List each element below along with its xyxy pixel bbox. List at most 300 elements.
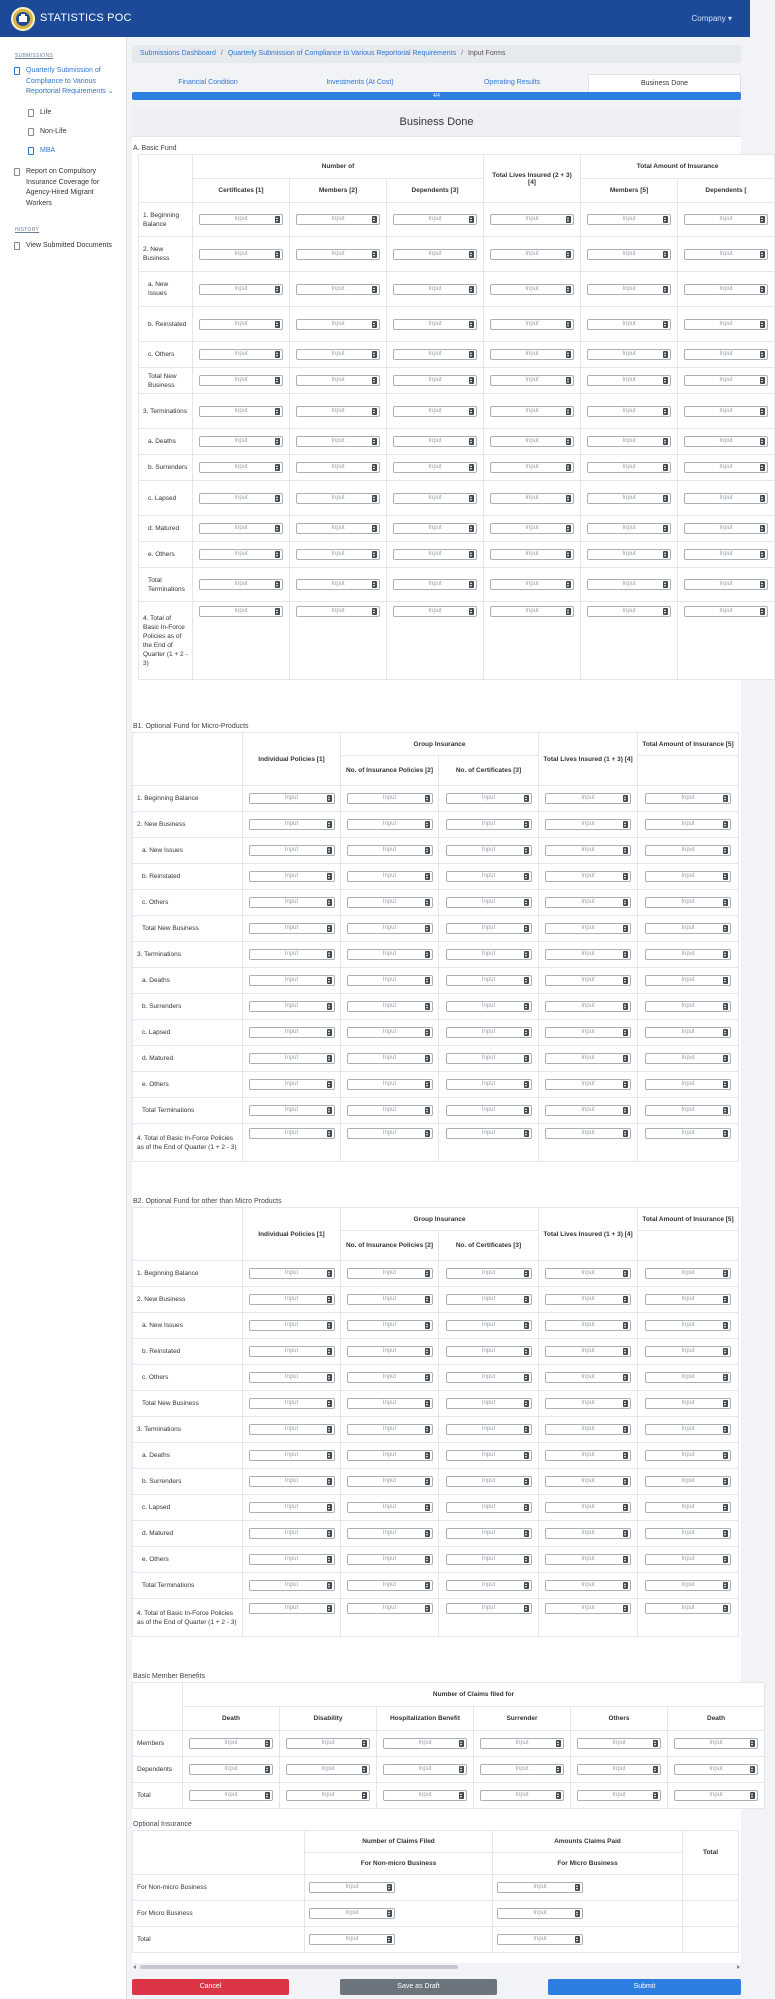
spinner-icon[interactable]: [275, 608, 280, 615]
spinner-icon[interactable]: [653, 1792, 658, 1799]
number-input[interactable]: [545, 793, 631, 804]
spinner-icon[interactable]: [623, 1081, 628, 1088]
number-input[interactable]: [393, 549, 477, 560]
spinner-icon[interactable]: [275, 321, 280, 328]
spinner-icon[interactable]: [372, 551, 377, 558]
spinner-icon[interactable]: [387, 1884, 392, 1891]
number-input[interactable]: [249, 1476, 335, 1487]
spinner-icon[interactable]: [723, 1107, 728, 1114]
spinner-icon[interactable]: [524, 795, 529, 802]
number-input[interactable]: [587, 549, 671, 560]
number-input[interactable]: [296, 523, 380, 534]
number-input[interactable]: [480, 1790, 564, 1801]
number-input[interactable]: [545, 1580, 631, 1591]
number-input[interactable]: [249, 1554, 335, 1565]
spinner-icon[interactable]: [723, 847, 728, 854]
number-input[interactable]: [347, 923, 433, 934]
number-input[interactable]: [490, 349, 574, 360]
spinner-icon[interactable]: [575, 1910, 580, 1917]
spinner-icon[interactable]: [524, 873, 529, 880]
number-input[interactable]: [545, 1001, 631, 1012]
number-input[interactable]: [645, 1027, 731, 1038]
number-input[interactable]: [347, 1053, 433, 1064]
number-input[interactable]: [199, 349, 283, 360]
number-input[interactable]: [446, 923, 532, 934]
spinner-icon[interactable]: [524, 1029, 529, 1036]
spinner-icon[interactable]: [425, 1130, 430, 1137]
number-input[interactable]: [674, 1790, 758, 1801]
number-input[interactable]: [587, 493, 671, 504]
number-input[interactable]: [684, 549, 768, 560]
number-input[interactable]: [490, 436, 574, 447]
number-input[interactable]: [189, 1738, 273, 1749]
number-input[interactable]: [199, 493, 283, 504]
spinner-icon[interactable]: [760, 408, 765, 415]
number-input[interactable]: [249, 1450, 335, 1461]
spinner-icon[interactable]: [524, 1374, 529, 1381]
number-input[interactable]: [545, 1053, 631, 1064]
number-input[interactable]: [296, 579, 380, 590]
spinner-icon[interactable]: [469, 581, 474, 588]
spinner-icon[interactable]: [372, 216, 377, 223]
spinner-icon[interactable]: [425, 1530, 430, 1537]
spinner-icon[interactable]: [327, 1504, 332, 1511]
spinner-icon[interactable]: [524, 1556, 529, 1563]
number-input[interactable]: [199, 249, 283, 260]
number-input[interactable]: [446, 845, 532, 856]
number-input[interactable]: [347, 845, 433, 856]
cancel-button[interactable]: Cancel: [132, 1979, 289, 1995]
number-input[interactable]: [684, 523, 768, 534]
number-input[interactable]: [249, 871, 335, 882]
number-input[interactable]: [545, 1320, 631, 1331]
spinner-icon[interactable]: [372, 495, 377, 502]
number-input[interactable]: [645, 1424, 731, 1435]
spinner-icon[interactable]: [524, 1478, 529, 1485]
number-input[interactable]: [199, 579, 283, 590]
spinner-icon[interactable]: [425, 977, 430, 984]
spinner-icon[interactable]: [327, 1003, 332, 1010]
spinner-icon[interactable]: [372, 525, 377, 532]
number-input[interactable]: [684, 493, 768, 504]
spinner-icon[interactable]: [425, 1348, 430, 1355]
spinner-icon[interactable]: [425, 1322, 430, 1329]
logo-icon[interactable]: [11, 7, 35, 31]
spinner-icon[interactable]: [760, 286, 765, 293]
spinner-icon[interactable]: [372, 464, 377, 471]
spinner-icon[interactable]: [575, 1936, 580, 1943]
number-input[interactable]: [645, 1580, 731, 1591]
number-input[interactable]: [545, 1603, 631, 1614]
spinner-icon[interactable]: [623, 899, 628, 906]
number-input[interactable]: [347, 1320, 433, 1331]
number-input[interactable]: [296, 284, 380, 295]
number-input[interactable]: [249, 819, 335, 830]
number-input[interactable]: [296, 493, 380, 504]
spinner-icon[interactable]: [566, 551, 571, 558]
number-input[interactable]: [587, 284, 671, 295]
spinner-icon[interactable]: [723, 1452, 728, 1459]
spinner-icon[interactable]: [425, 1270, 430, 1277]
spinner-icon[interactable]: [327, 977, 332, 984]
number-input[interactable]: [347, 1372, 433, 1383]
number-input[interactable]: [347, 1603, 433, 1614]
spinner-icon[interactable]: [623, 795, 628, 802]
number-input[interactable]: [684, 319, 768, 330]
number-input[interactable]: [577, 1790, 661, 1801]
spinner-icon[interactable]: [524, 1530, 529, 1537]
number-input[interactable]: [490, 523, 574, 534]
tab-financial-condition[interactable]: Financial Condition: [178, 79, 238, 86]
number-input[interactable]: [490, 606, 574, 617]
spinner-icon[interactable]: [623, 1348, 628, 1355]
number-input[interactable]: [446, 1053, 532, 1064]
number-input[interactable]: [199, 406, 283, 417]
spinner-icon[interactable]: [459, 1740, 464, 1747]
spinner-icon[interactable]: [327, 1478, 332, 1485]
spinner-icon[interactable]: [275, 286, 280, 293]
spinner-icon[interactable]: [469, 408, 474, 415]
number-input[interactable]: [296, 436, 380, 447]
number-input[interactable]: [446, 1346, 532, 1357]
spinner-icon[interactable]: [723, 1426, 728, 1433]
spinner-icon[interactable]: [663, 408, 668, 415]
spinner-icon[interactable]: [723, 1582, 728, 1589]
spinner-icon[interactable]: [623, 1478, 628, 1485]
number-input[interactable]: [645, 1476, 731, 1487]
spinner-icon[interactable]: [469, 216, 474, 223]
number-input[interactable]: [347, 1424, 433, 1435]
spinner-icon[interactable]: [469, 464, 474, 471]
number-input[interactable]: [446, 1105, 532, 1116]
number-input[interactable]: [296, 406, 380, 417]
number-input[interactable]: [490, 214, 574, 225]
number-input[interactable]: [249, 1079, 335, 1090]
number-input[interactable]: [286, 1790, 370, 1801]
spinner-icon[interactable]: [275, 525, 280, 532]
spinner-icon[interactable]: [653, 1766, 658, 1773]
spinner-icon[interactable]: [566, 251, 571, 258]
spinner-icon[interactable]: [524, 899, 529, 906]
spinner-icon[interactable]: [372, 581, 377, 588]
spinner-icon[interactable]: [723, 899, 728, 906]
sidebar-sub-item-non-life[interactable]: [28, 128, 66, 135]
number-input[interactable]: [347, 1294, 433, 1305]
spinner-icon[interactable]: [524, 1270, 529, 1277]
spinner-icon[interactable]: [723, 795, 728, 802]
spinner-icon[interactable]: [663, 321, 668, 328]
number-input[interactable]: [347, 1001, 433, 1012]
number-input[interactable]: [490, 284, 574, 295]
number-input[interactable]: [684, 349, 768, 360]
spinner-icon[interactable]: [723, 1003, 728, 1010]
number-input[interactable]: [309, 1908, 395, 1919]
number-input[interactable]: [383, 1764, 467, 1775]
number-input[interactable]: [645, 1268, 731, 1279]
spinner-icon[interactable]: [623, 873, 628, 880]
spinner-icon[interactable]: [723, 1374, 728, 1381]
number-input[interactable]: [490, 375, 574, 386]
spinner-icon[interactable]: [663, 216, 668, 223]
number-input[interactable]: [545, 871, 631, 882]
number-input[interactable]: [684, 284, 768, 295]
spinner-icon[interactable]: [623, 1452, 628, 1459]
number-input[interactable]: [446, 1476, 532, 1487]
number-input[interactable]: [446, 1294, 532, 1305]
spinner-icon[interactable]: [327, 1452, 332, 1459]
number-input[interactable]: [249, 793, 335, 804]
number-input[interactable]: [545, 923, 631, 934]
number-input[interactable]: [446, 1554, 532, 1565]
number-input[interactable]: [490, 493, 574, 504]
number-input[interactable]: [249, 1346, 335, 1357]
number-input[interactable]: [347, 871, 433, 882]
number-input[interactable]: [446, 1001, 532, 1012]
spinner-icon[interactable]: [723, 1530, 728, 1537]
number-input[interactable]: [587, 436, 671, 447]
number-input[interactable]: [446, 1528, 532, 1539]
spinner-icon[interactable]: [723, 1556, 728, 1563]
spinner-icon[interactable]: [653, 1740, 658, 1747]
number-input[interactable]: [545, 845, 631, 856]
spinner-icon[interactable]: [327, 1081, 332, 1088]
spinner-icon[interactable]: [760, 216, 765, 223]
number-input[interactable]: [545, 1105, 631, 1116]
number-input[interactable]: [347, 1554, 433, 1565]
spinner-icon[interactable]: [425, 1504, 430, 1511]
number-input[interactable]: [545, 1027, 631, 1038]
spinner-icon[interactable]: [623, 1130, 628, 1137]
number-input[interactable]: [249, 1105, 335, 1116]
spinner-icon[interactable]: [623, 1374, 628, 1381]
spinner-icon[interactable]: [327, 1556, 332, 1563]
spinner-icon[interactable]: [623, 1003, 628, 1010]
number-input[interactable]: [286, 1738, 370, 1749]
number-input[interactable]: [347, 819, 433, 830]
spinner-icon[interactable]: [524, 1426, 529, 1433]
save-draft-button[interactable]: Save as Draft: [340, 1979, 497, 1995]
spinner-icon[interactable]: [723, 821, 728, 828]
number-input[interactable]: [249, 1528, 335, 1539]
spinner-icon[interactable]: [623, 821, 628, 828]
number-input[interactable]: [347, 975, 433, 986]
spinner-icon[interactable]: [275, 251, 280, 258]
number-input[interactable]: [286, 1764, 370, 1775]
spinner-icon[interactable]: [469, 525, 474, 532]
number-input[interactable]: [249, 1268, 335, 1279]
number-input[interactable]: [296, 606, 380, 617]
spinner-icon[interactable]: [760, 608, 765, 615]
number-input[interactable]: [645, 897, 731, 908]
scroll-left-icon[interactable]: [133, 1965, 136, 1969]
spinner-icon[interactable]: [327, 1582, 332, 1589]
spinner-icon[interactable]: [623, 1322, 628, 1329]
number-input[interactable]: [684, 462, 768, 473]
spinner-icon[interactable]: [469, 495, 474, 502]
spinner-icon[interactable]: [362, 1792, 367, 1799]
spinner-icon[interactable]: [663, 551, 668, 558]
number-input[interactable]: [393, 249, 477, 260]
spinner-icon[interactable]: [723, 977, 728, 984]
spinner-icon[interactable]: [524, 951, 529, 958]
spinner-icon[interactable]: [327, 1348, 332, 1355]
spinner-icon[interactable]: [275, 495, 280, 502]
number-input[interactable]: [347, 1079, 433, 1090]
number-input[interactable]: [446, 897, 532, 908]
number-input[interactable]: [645, 923, 731, 934]
breadcrumb-link[interactable]: Quarterly Submission of Compliance to Various Reportorial Requirements: [227, 50, 457, 57]
sidebar-sub-item-life[interactable]: [28, 109, 51, 116]
spinner-icon[interactable]: [425, 1556, 430, 1563]
spinner-icon[interactable]: [760, 351, 765, 358]
spinner-icon[interactable]: [566, 408, 571, 415]
number-input[interactable]: [296, 214, 380, 225]
number-input[interactable]: [446, 1320, 532, 1331]
number-input[interactable]: [645, 871, 731, 882]
number-input[interactable]: [393, 606, 477, 617]
spinner-icon[interactable]: [566, 321, 571, 328]
spinner-icon[interactable]: [425, 1582, 430, 1589]
spinner-icon[interactable]: [575, 1884, 580, 1891]
number-input[interactable]: [309, 1934, 395, 1945]
number-input[interactable]: [545, 1398, 631, 1409]
number-input[interactable]: [249, 949, 335, 960]
number-input[interactable]: [674, 1764, 758, 1775]
number-input[interactable]: [480, 1764, 564, 1775]
spinner-icon[interactable]: [524, 925, 529, 932]
spinner-icon[interactable]: [362, 1766, 367, 1773]
sidebar-item-history[interactable]: [14, 241, 118, 252]
spinner-icon[interactable]: [327, 873, 332, 880]
spinner-icon[interactable]: [556, 1740, 561, 1747]
number-input[interactable]: [249, 1320, 335, 1331]
number-input[interactable]: [249, 1053, 335, 1064]
number-input[interactable]: [347, 1528, 433, 1539]
spinner-icon[interactable]: [723, 873, 728, 880]
spinner-icon[interactable]: [425, 1426, 430, 1433]
spinner-icon[interactable]: [372, 321, 377, 328]
spinner-icon[interactable]: [469, 321, 474, 328]
spinner-icon[interactable]: [425, 1374, 430, 1381]
spinner-icon[interactable]: [623, 1296, 628, 1303]
spinner-icon[interactable]: [623, 1504, 628, 1511]
number-input[interactable]: [545, 1346, 631, 1357]
spinner-icon[interactable]: [327, 1296, 332, 1303]
number-input[interactable]: [199, 214, 283, 225]
number-input[interactable]: [393, 284, 477, 295]
spinner-icon[interactable]: [524, 1348, 529, 1355]
spinner-icon[interactable]: [723, 1348, 728, 1355]
spinner-icon[interactable]: [750, 1766, 755, 1773]
spinner-icon[interactable]: [425, 1029, 430, 1036]
number-input[interactable]: [645, 1320, 731, 1331]
spinner-icon[interactable]: [524, 1081, 529, 1088]
spinner-icon[interactable]: [425, 1296, 430, 1303]
spinner-icon[interactable]: [425, 873, 430, 880]
spinner-icon[interactable]: [459, 1766, 464, 1773]
number-input[interactable]: [545, 949, 631, 960]
submit-button[interactable]: Submit: [548, 1979, 741, 1995]
number-input[interactable]: [446, 1372, 532, 1383]
spinner-icon[interactable]: [663, 351, 668, 358]
number-input[interactable]: [347, 949, 433, 960]
number-input[interactable]: [383, 1790, 467, 1801]
spinner-icon[interactable]: [723, 1270, 728, 1277]
spinner-icon[interactable]: [723, 1400, 728, 1407]
number-input[interactable]: [446, 819, 532, 830]
spinner-icon[interactable]: [623, 977, 628, 984]
number-input[interactable]: [490, 249, 574, 260]
number-input[interactable]: [587, 523, 671, 534]
number-input[interactable]: [446, 1603, 532, 1614]
spinner-icon[interactable]: [566, 216, 571, 223]
number-input[interactable]: [490, 579, 574, 590]
number-input[interactable]: [249, 923, 335, 934]
number-input[interactable]: [645, 1502, 731, 1513]
number-input[interactable]: [490, 319, 574, 330]
spinner-icon[interactable]: [566, 495, 571, 502]
spinner-icon[interactable]: [275, 464, 280, 471]
number-input[interactable]: [446, 975, 532, 986]
number-input[interactable]: [249, 1128, 335, 1139]
number-input[interactable]: [490, 549, 574, 560]
spinner-icon[interactable]: [663, 251, 668, 258]
spinner-icon[interactable]: [524, 1003, 529, 1010]
number-input[interactable]: [490, 406, 574, 417]
number-input[interactable]: [446, 1027, 532, 1038]
number-input[interactable]: [347, 1346, 433, 1357]
number-input[interactable]: [199, 549, 283, 560]
number-input[interactable]: [587, 349, 671, 360]
spinner-icon[interactable]: [663, 581, 668, 588]
number-input[interactable]: [296, 319, 380, 330]
number-input[interactable]: [446, 1398, 532, 1409]
spinner-icon[interactable]: [275, 551, 280, 558]
horizontal-scrollbar[interactable]: [132, 1964, 741, 1970]
number-input[interactable]: [199, 436, 283, 447]
spinner-icon[interactable]: [372, 351, 377, 358]
spinner-icon[interactable]: [372, 408, 377, 415]
number-input[interactable]: [587, 375, 671, 386]
number-input[interactable]: [249, 1001, 335, 1012]
spinner-icon[interactable]: [327, 1055, 332, 1062]
spinner-icon[interactable]: [760, 251, 765, 258]
spinner-icon[interactable]: [623, 847, 628, 854]
number-input[interactable]: [545, 975, 631, 986]
number-input[interactable]: [249, 1027, 335, 1038]
number-input[interactable]: [309, 1882, 395, 1893]
spinner-icon[interactable]: [723, 1130, 728, 1137]
number-input[interactable]: [497, 1934, 583, 1945]
number-input[interactable]: [645, 975, 731, 986]
spinner-icon[interactable]: [469, 551, 474, 558]
spinner-icon[interactable]: [524, 977, 529, 984]
spinner-icon[interactable]: [425, 1452, 430, 1459]
spinner-icon[interactable]: [372, 608, 377, 615]
spinner-icon[interactable]: [760, 377, 765, 384]
number-input[interactable]: [545, 1372, 631, 1383]
number-input[interactable]: [296, 349, 380, 360]
number-input[interactable]: [249, 1424, 335, 1435]
spinner-icon[interactable]: [327, 1270, 332, 1277]
spinner-icon[interactable]: [459, 1792, 464, 1799]
tab-operating-results[interactable]: Operating Results: [483, 79, 541, 86]
spinner-icon[interactable]: [566, 351, 571, 358]
spinner-icon[interactable]: [566, 438, 571, 445]
spinner-icon[interactable]: [623, 925, 628, 932]
spinner-icon[interactable]: [750, 1792, 755, 1799]
number-input[interactable]: [347, 1580, 433, 1591]
